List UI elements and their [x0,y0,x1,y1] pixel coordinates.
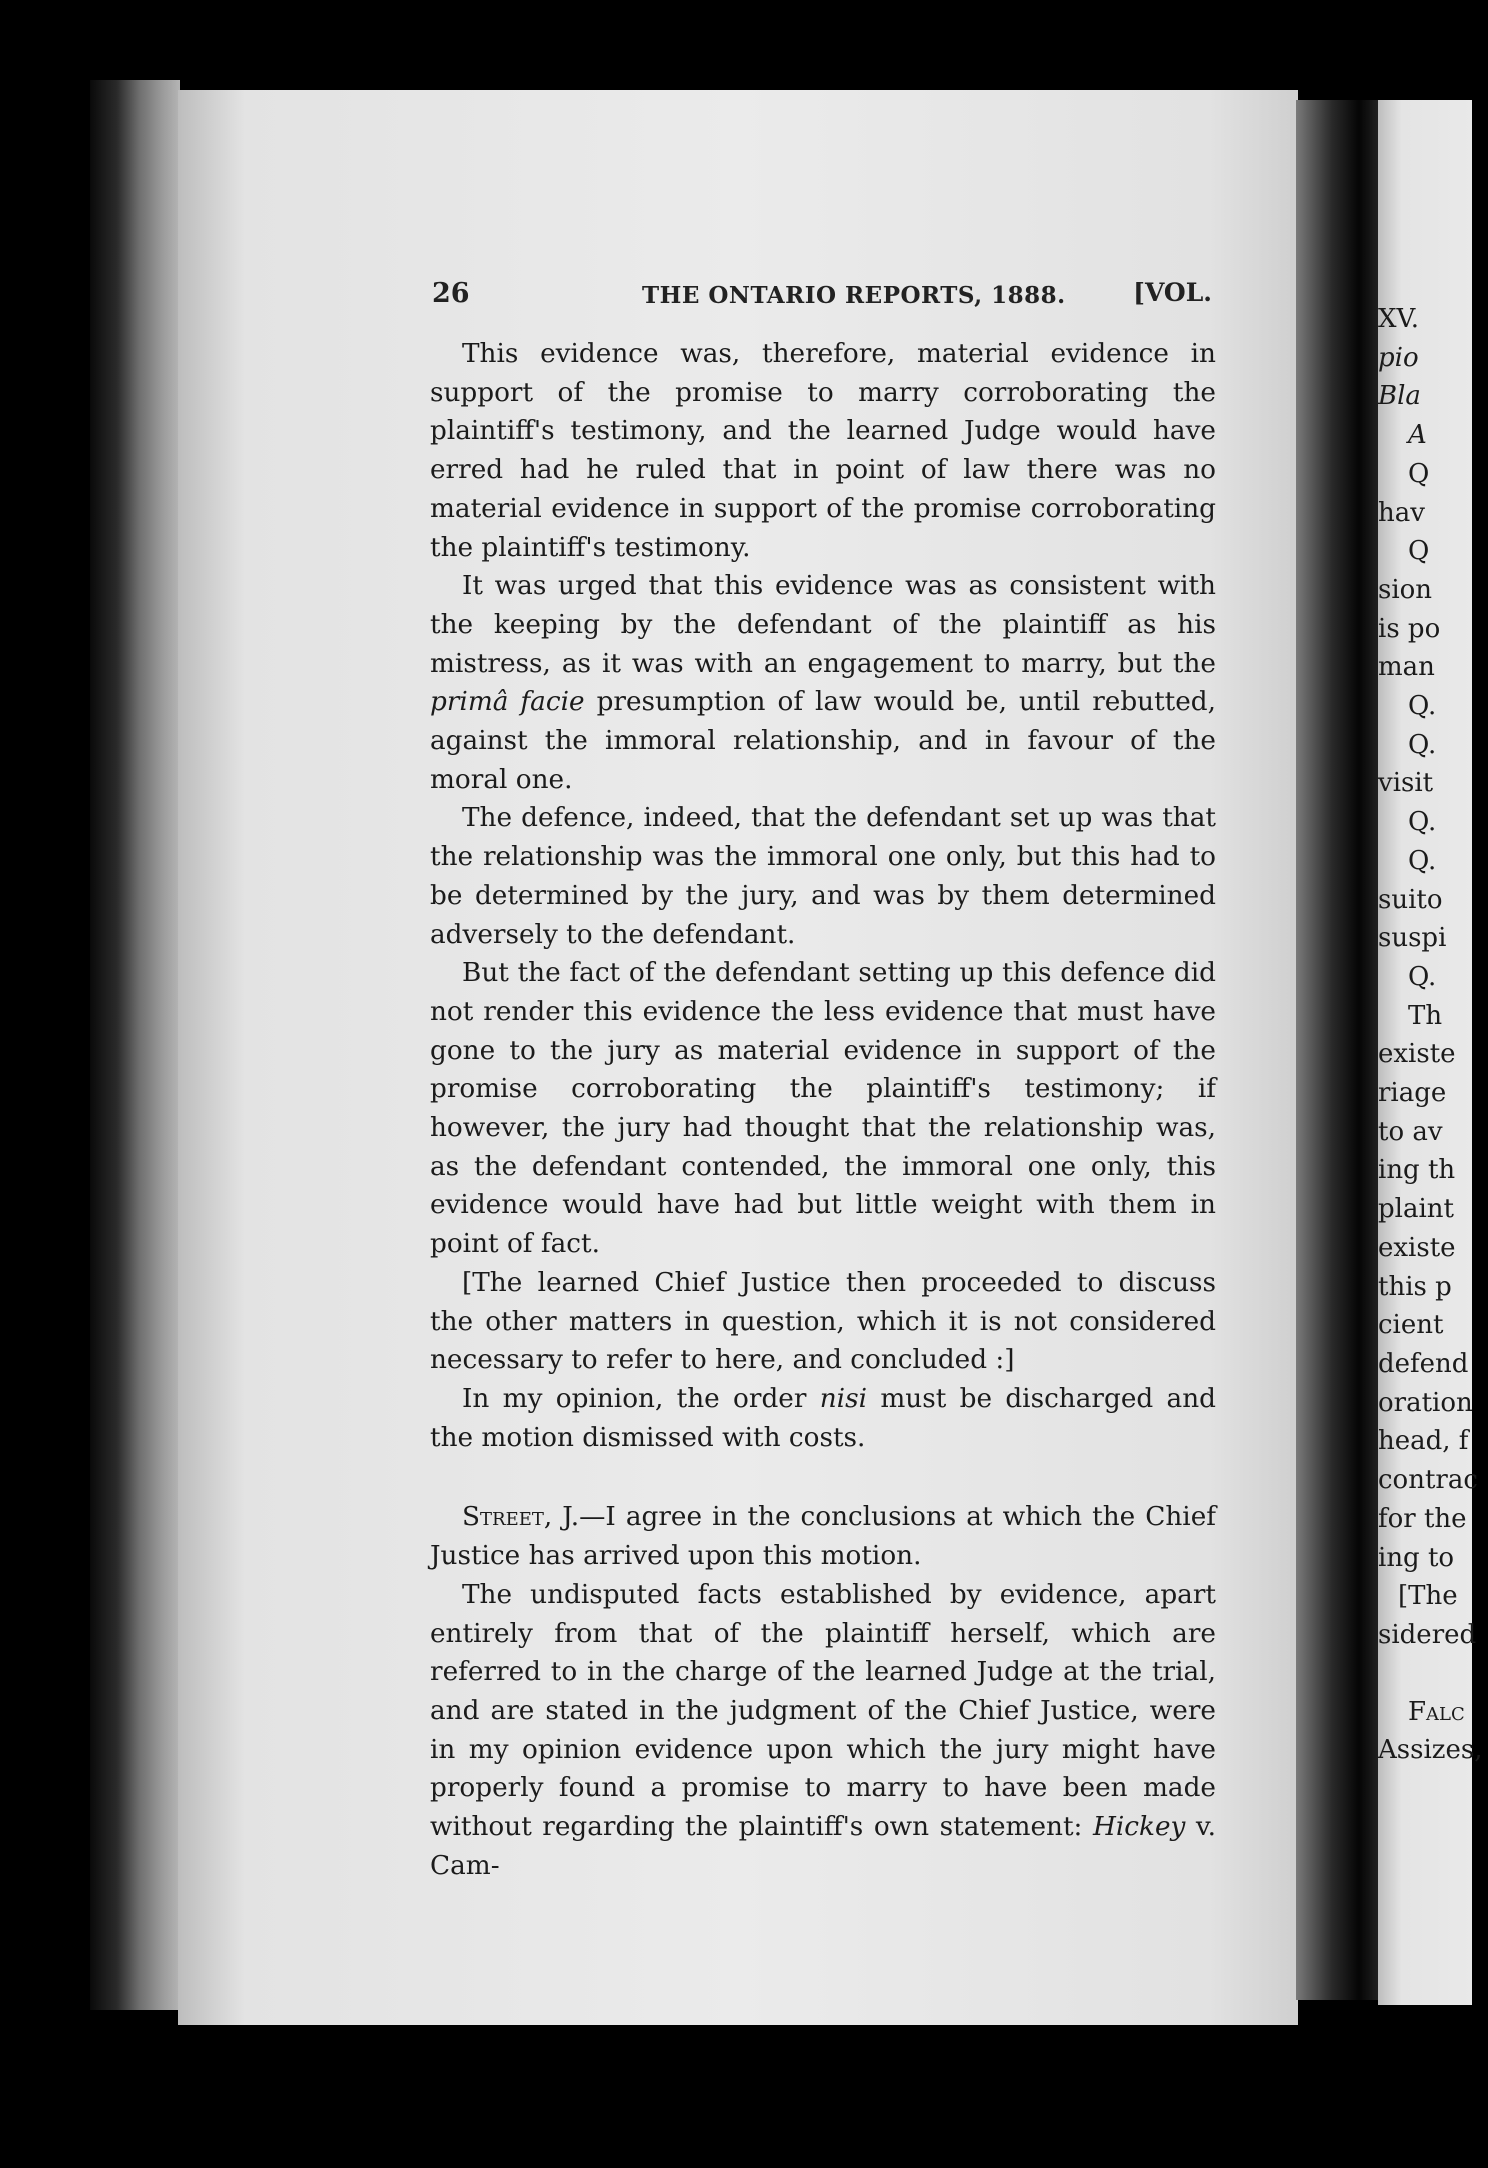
facing-line: Q. [1408,961,1437,992]
facing-line: Th [1408,1000,1443,1031]
book-gutter [1296,100,1386,2000]
facing-line: contrac [1378,1465,1478,1496]
facing-line: to av [1378,1116,1443,1147]
paragraph: But the fact of the defendant setting up this defence did not render this evidence the less evidence that must have gone to the jury as material evidence in support of the promise corroborating the plaintiff's testimony; if however, the jury had thought that the relationship was, as the defendant contended, the immoral one only, this evidence would have had but little weight with them in point of fact. [430,958,1216,1260]
paragraph: This evidence was, therefore, material evidence in support of the promise to marry corroborating the plaintiff's testimony, and the learned Judge would have erred had he ruled that in point of law there was no material evidence in support of the promise corroborating the plaintiff's testimony. [430,339,1216,563]
facing-line: Falc [1408,1696,1465,1727]
paragraph: The defence, indeed, that the defendant set up was that the relationship was the immoral one only, but this had to be determined by the jury, and was by them determined adversely to the defendant. [430,803,1216,950]
facing-line: riage [1378,1078,1447,1109]
facing-line: visit [1378,768,1434,799]
facing-line: Q. [1408,807,1437,838]
facing-line: suspi [1378,923,1447,954]
judge-name: Street, J. [462,1502,580,1533]
facing-line: hav [1378,497,1425,528]
case-citation: Hickey [1092,1812,1186,1843]
latin-term: nisi [819,1383,868,1414]
facing-line: man [1378,652,1435,683]
paragraph: Street, J.—I agree in the conclusions at which the Chief Justice has arrived upon this motion. [430,1502,1216,1572]
facing-line: Q. [1408,729,1437,760]
page-number: 26 [432,278,470,309]
facing-line: Assizes, [1378,1735,1483,1766]
facing-line: defend [1378,1348,1469,1379]
facing-line: plaint [1378,1194,1454,1225]
facing-line: suito [1378,884,1443,915]
running-title: THE ONTARIO REPORTS, 1888. [642,282,1066,309]
facing-line: this p [1378,1271,1452,1302]
facing-line: oration [1378,1387,1473,1418]
volume-marker: [VOL. [1133,278,1212,307]
latin-phrase: primâ facie [430,687,585,718]
facing-line: ing to [1378,1542,1455,1573]
facing-page-column [1378,300,1488,1770]
facing-line: Bla [1378,381,1421,412]
page-body [430,335,1216,1885]
facing-line: Q. [1408,845,1437,876]
facing-line: sidered [1378,1619,1477,1650]
facing-line: cient [1378,1310,1444,1341]
facing-line: head, f [1378,1426,1469,1457]
facing-line [1378,1655,1488,1693]
facing-line: existe [1378,1232,1456,1263]
facing-line: pio [1378,342,1419,373]
facing-line: ing th [1378,1155,1456,1186]
facing-line: Q [1408,536,1430,567]
book-spine-left [90,80,180,2010]
facing-line: [The [1398,1581,1458,1612]
facing-line: Q. [1408,691,1437,722]
facing-line: existe [1378,1039,1456,1070]
facing-line: XV. [1378,304,1420,334]
running-header [432,278,1212,312]
facing-line: for the [1378,1503,1467,1534]
paragraph: It was urged that this evidence was as consistent with the keeping by the defendant of the plaintiff as his mistress, as it was with an engagement to marry, but the primâ facie presumption of law would be, until rebutted, against the immoral relationship, and in favour of the moral one. [430,571,1217,795]
facing-line: sion [1378,574,1433,605]
facing-line: is po [1378,613,1441,644]
paragraph: The undisputed facts established by evidence, apart entirely from that of the plaintiff herself, which are referred to in the charge of the learned Judge at the trial, and are stated in the judgment of the Chief Justice, were in my opinion evidence upon which the jury might have properly found a promise to marry to have been made without regarding the plaintiff's own statement: Hickey v. Cam- [430,1579,1217,1881]
paragraph: In my opinion, the order nisi must be discharged and the motion dismissed with costs. [430,1383,1216,1453]
paragraph: [The learned Chief Justice then proceeded to discuss the other matters in question, which it is not considered necessary to refer to here, and concluded :] [430,1267,1216,1376]
facing-line: Q [1408,458,1430,489]
facing-line: A [1408,420,1427,451]
